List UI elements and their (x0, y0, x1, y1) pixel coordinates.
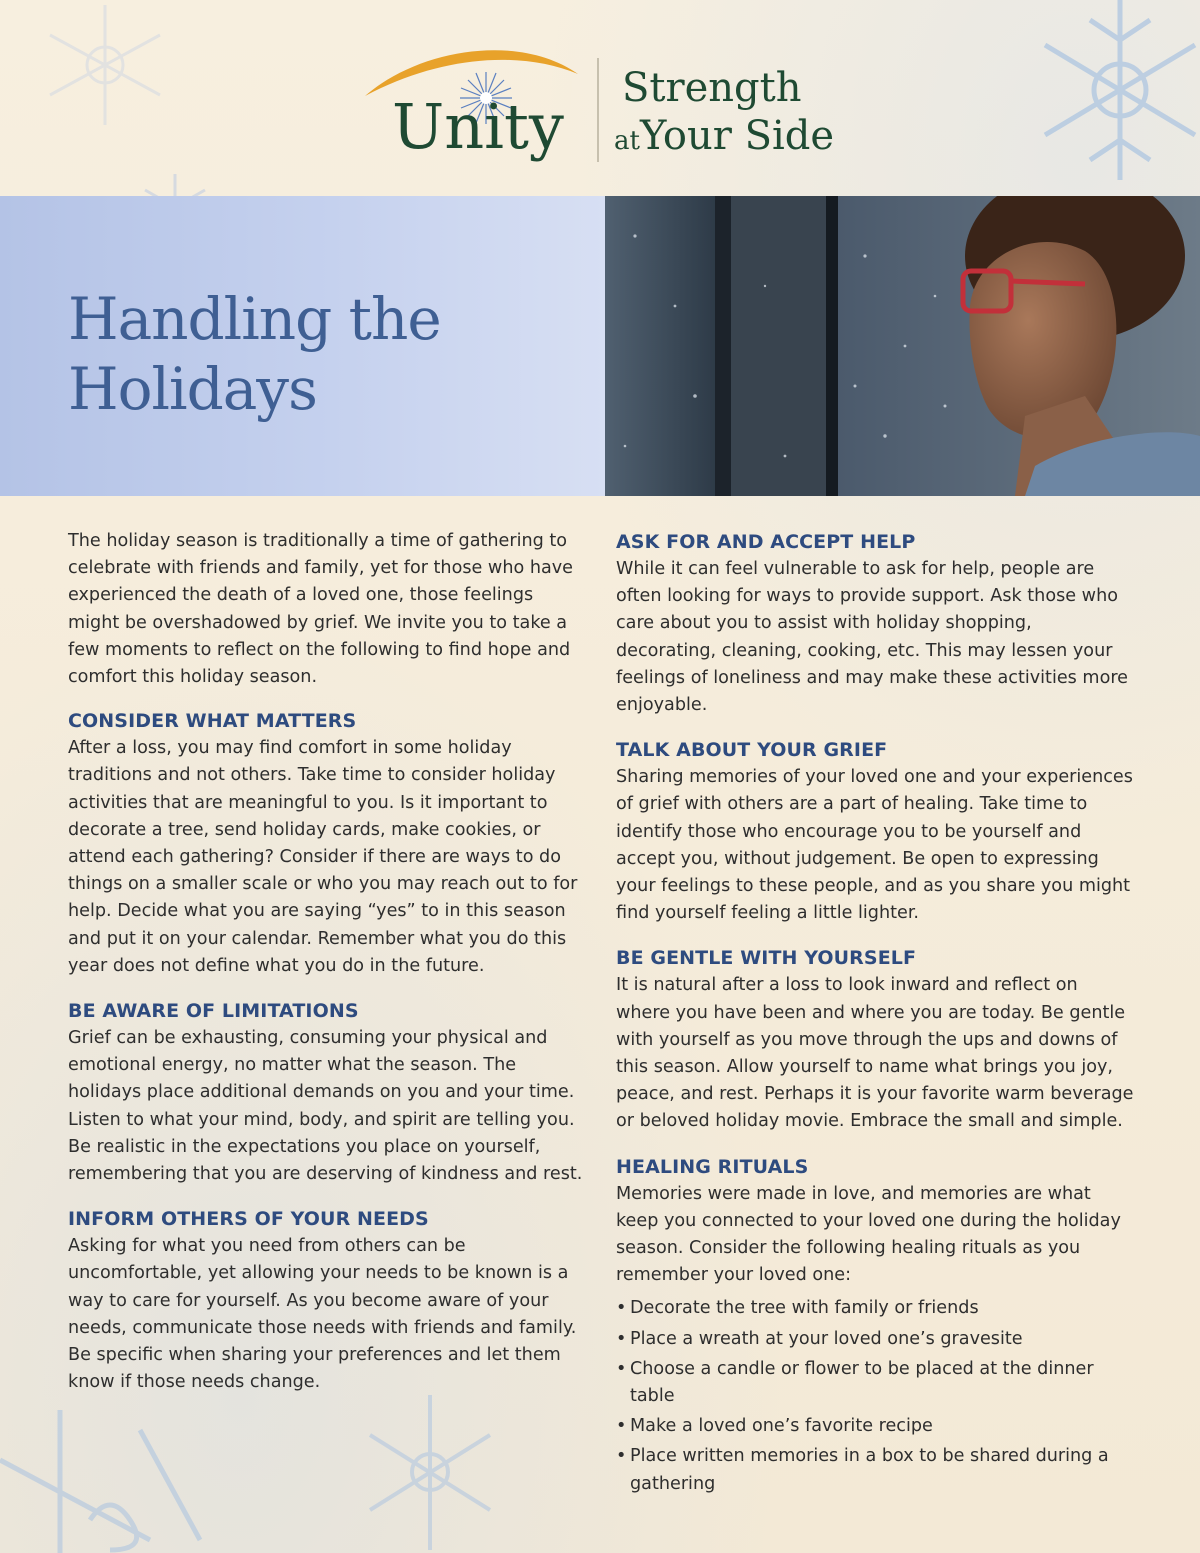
logo-divider (597, 58, 599, 162)
snowflake-bottom-center-icon (360, 1390, 500, 1553)
intro-paragraph: The holiday season is traditionally a time of gathering to celebrate with friends and family, yet for those who have experienced the death of a loved one, those feelings might be overshadowed by grief. We invite you to take a few moments to reflect on the following to find hope and comfort this holiday season. (68, 531, 573, 688)
section-body: Sharing memories of your loved one and your experiences of grief with others are a part of healing. Take time to identify those who encourage you to be yourself and accept you, without judgement. Be open to expressing your feelings to these people, and as you share you might find yourself feeling a little lighter. (616, 767, 1133, 924)
section-needs (68, 1205, 588, 1396)
list-item: • Place written memories in a box to be shared during a gathering (616, 1443, 1136, 1497)
section-heading: BE AWARE OF LIMITATIONS (68, 1000, 359, 1023)
section-body: While it can feel vulnerable to ask for help, people are often looking for ways to provide support. Ask those who care about you to assist with holiday shopping, decorating, cleaning, cooking, etc. This may lessen your feelings of loneliness and may make these activities more enjoyable. (616, 559, 1129, 716)
snowflake-top-left-icon (30, 0, 180, 130)
section-heading: BE GENTLE WITH YOURSELF (616, 947, 917, 970)
section-consider (68, 707, 588, 980)
section-heading: HEALING RITUALS (616, 1155, 809, 1178)
list-item: • Make a loved one’s favorite recipe (616, 1413, 1136, 1440)
section-body: After a loss, you may find comfort in some holiday traditions and not others. Take time to consider holiday activities that are meaningful to you. Is it important to decorate a tree, send holiday cards, make cookies, or attend each gathering? Consider if there are ways to do things on a smaller scale or who you may reach out to for help. Decide what you are saying “yes” to in this season and put it on your calendar. Remember what you do this year does not define what you do in the future. (68, 738, 578, 976)
list-item: • Decorate the tree with family or friends (616, 1295, 1136, 1322)
tagline-line-2 (614, 113, 835, 159)
section-heading: CONSIDER WHAT MATTERS (68, 710, 357, 733)
brand-name: Unity (392, 90, 564, 163)
section-limitations (68, 997, 588, 1188)
section-gentle (616, 944, 1136, 1135)
section-heading: TALK ABOUT YOUR GRIEF (616, 739, 888, 762)
section-heading: ASK FOR AND ACCEPT HELP (616, 531, 916, 553)
section-rituals (616, 1153, 1136, 1498)
snowflake-top-right-icon (1030, 0, 1200, 185)
left-column (68, 528, 588, 1413)
right-column (616, 528, 1136, 1515)
list-item: • Place a wreath at your loved one’s gravesite (616, 1326, 1136, 1353)
tagline-line-1: Strength (622, 65, 802, 111)
page-title (68, 284, 441, 424)
snowflake-bottom-left-icon (0, 1400, 230, 1553)
woman-at-window-photo (605, 196, 1200, 496)
rituals-list (616, 1295, 1136, 1497)
woman-at-window-image (605, 196, 1200, 496)
title-line-2: Holidays (68, 355, 317, 423)
title-banner (0, 196, 605, 496)
section-body: It is natural after a loss to look inward and reflect on where you have been and where you are today. Be gentle with yourself as you move through the ups and downs of this season. Allow yourself to name what brings you joy, peace, and rest. Perhaps it is your favorite warm beverage or beloved holiday movie. Embrace the small and simple. (616, 975, 1134, 1132)
title-line-1: Handling the (68, 285, 441, 353)
tagline-at: at (614, 126, 640, 156)
section-body: Memories were made in love, and memories are what keep you connected to your loved one during the holiday season. Consider the following healing rituals as you remember your loved one: (616, 1183, 1121, 1286)
unity-logo (360, 38, 850, 168)
section-body: Grief can be exhausting, consuming your physical and emotional energy, no matter what the season. The holidays place additional demands on you and your time. Listen to what your mind, body, and spirit are telling you. Be realistic in the expectations you place on yourself, remembering that you are deserving of kindness and rest. (68, 1028, 583, 1185)
list-item: • Choose a candle or flower to be placed at the dinner table (616, 1356, 1136, 1410)
section-help (616, 528, 1136, 719)
section-talk (616, 736, 1136, 927)
tagline-rest: Your Side (639, 113, 835, 159)
section-body: Asking for what you need from others can be uncomfortable, yet allowing your needs to be known is a way to care for yourself. As you become aware of your needs, communicate those needs with friends and family. Be specific when sharing your preferences and let them know if those needs change. (68, 1236, 577, 1393)
section-heading: INFORM OTHERS OF YOUR NEEDS (68, 1208, 429, 1231)
